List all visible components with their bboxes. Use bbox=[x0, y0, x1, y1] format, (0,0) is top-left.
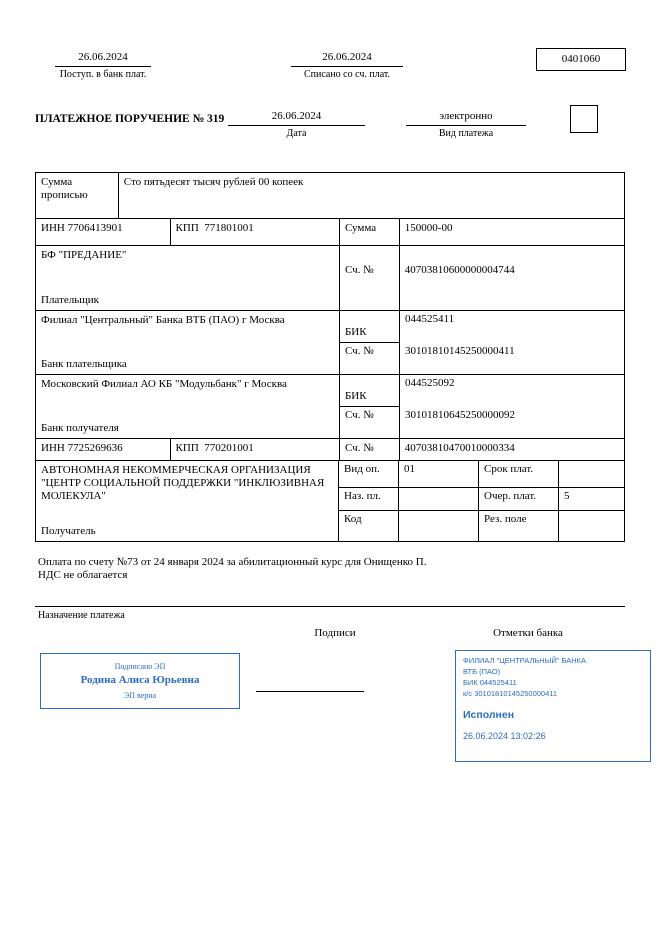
kod-value bbox=[399, 511, 479, 541]
amount-words-row bbox=[36, 173, 624, 219]
bank-stamp-line-1: ФИЛИАЛ "ЦЕНТРАЛЬНЫЙ" БАНКА bbox=[463, 656, 587, 665]
bank-stamp-line-2: ВТБ (ПАО) bbox=[463, 666, 501, 676]
naz-pl-value bbox=[399, 488, 479, 510]
ep-stamp-signer-name: Родина Алиса Юрьевна bbox=[80, 674, 200, 687]
received-date-value: 26.06.2024 bbox=[55, 51, 151, 67]
payment-kind-field bbox=[406, 110, 526, 140]
purpose-line-1: Оплата по счету №73 от 24 января 2024 за абилитационный курс для Онищенко П. bbox=[38, 556, 427, 568]
debited-date-label: Списано со сч. плат. bbox=[303, 69, 391, 81]
payer-cell bbox=[36, 246, 340, 310]
srok-plat-value bbox=[559, 461, 624, 487]
payer-status-box bbox=[570, 105, 598, 133]
payment-kind-value: электронно bbox=[406, 110, 526, 126]
payee-bank-cell bbox=[36, 375, 340, 438]
payee-bank-account: 30101810645250000092 bbox=[404, 408, 515, 421]
rez-pole-value bbox=[559, 511, 624, 541]
payer-bank-account-subrow bbox=[340, 343, 624, 375]
electronic-signature-stamp bbox=[40, 653, 240, 709]
bank-marks-label: Отметки банка bbox=[493, 627, 563, 639]
payee-bank-account-subrow bbox=[340, 407, 624, 439]
payer-inn: ИНН 7706413901 bbox=[36, 219, 171, 245]
payee-kpp: КПП 770201001 bbox=[171, 439, 340, 460]
payer-bank-codes bbox=[340, 311, 624, 374]
received-date-field bbox=[55, 51, 151, 81]
payee-row bbox=[36, 461, 624, 541]
vid-op-label: Вид оп. bbox=[339, 461, 399, 487]
payer-name: БФ "ПРЕДАНИЕ" bbox=[41, 249, 127, 261]
payee-bank-codes bbox=[340, 375, 624, 438]
payee-bank-bik: 044525092 bbox=[404, 377, 455, 389]
payer-bank-account: 30101810145250000411 bbox=[404, 344, 515, 357]
payee-bank-bik-label: БИК bbox=[340, 375, 400, 407]
ocher-plat-label: Очер. плат. bbox=[479, 488, 559, 510]
debited-date-value: 26.06.2024 bbox=[291, 51, 403, 67]
payer-bank-name: Филиал "Центральный" Банка ВТБ (ПАО) г Москва bbox=[41, 314, 285, 326]
purpose-underline bbox=[35, 606, 625, 607]
purpose-text bbox=[38, 556, 622, 582]
payer-bank-bik: 044525411 bbox=[404, 313, 455, 325]
ocher-plat-value: 5 bbox=[564, 490, 570, 502]
payee-name: АВТОНОМНАЯ НЕКОММЕРЧЕСКАЯ ОРГАНИЗАЦИЯ "ЦЕНТР СОЦИАЛЬНОЙ ПОДДЕРЖКИ "ИНКЛЮЗИВНАЯ МОЛЕКУЛА" bbox=[41, 464, 325, 503]
codes-subrow-2 bbox=[339, 488, 624, 511]
amount-words-value: Сто пятьдесят тысяч рублей 00 копеек bbox=[123, 176, 304, 188]
payer-account: 40703810600000004744 bbox=[404, 264, 515, 276]
ep-stamp-line-1: Подписано ЭП bbox=[114, 661, 166, 671]
bank-execution-stamp bbox=[455, 650, 651, 762]
payer-section-label: Плательщик bbox=[41, 293, 99, 306]
payee-inn-row bbox=[36, 439, 624, 461]
srok-plat-label: Срок плат. bbox=[479, 461, 559, 487]
payer-bank-cell bbox=[36, 311, 340, 374]
payee-account: 40703810470010000334 bbox=[404, 442, 515, 454]
payee-bank-account-label: Сч. № bbox=[340, 407, 400, 439]
payee-cell bbox=[36, 461, 339, 541]
signature-line bbox=[256, 691, 364, 692]
payer-bank-account-label: Сч. № bbox=[340, 343, 400, 375]
payment-kind-label: Вид платежа bbox=[438, 128, 494, 140]
debited-date-field bbox=[291, 51, 403, 81]
payee-account-label: Сч. № bbox=[340, 439, 400, 460]
rez-pole-label: Рез. поле bbox=[479, 511, 559, 541]
payee-bank-row bbox=[36, 375, 624, 439]
payee-inn: ИНН 7725269636 bbox=[36, 439, 171, 460]
payer-account-label: Сч. № bbox=[340, 246, 400, 310]
bank-stamp-status: Исполнен bbox=[463, 708, 515, 721]
payer-bank-row bbox=[36, 311, 624, 375]
document-date-value: 26.06.2024 bbox=[228, 110, 365, 126]
payer-bank-bik-subrow bbox=[340, 311, 624, 343]
ep-stamp-line-3: ЭП верна bbox=[123, 690, 157, 700]
amount-label: Сумма bbox=[340, 219, 400, 245]
bank-stamp-line-4: к/с 30101810145250000411 bbox=[463, 688, 558, 698]
kod-label: Код bbox=[339, 511, 399, 541]
payer-bank-bik-label: БИК bbox=[340, 311, 400, 343]
purpose-label: Назначение платежа bbox=[38, 610, 125, 621]
form-code-box: 0401060 bbox=[536, 48, 626, 71]
payer-row bbox=[36, 246, 624, 311]
purpose-line-2: НДС не облагается bbox=[38, 569, 128, 582]
codes-subrow-1 bbox=[339, 461, 624, 488]
payer-bank-section-label: Банк плательщика bbox=[41, 357, 127, 370]
naz-pl-label: Наз. пл. bbox=[339, 488, 399, 510]
payee-bank-section-label: Банк получателя bbox=[41, 421, 119, 434]
codes-subrow-3 bbox=[339, 511, 624, 541]
bank-stamp-datetime: 26.06.2024 13:02:26 bbox=[463, 730, 546, 741]
payee-section-label: Получатель bbox=[41, 524, 96, 537]
document-date-field bbox=[228, 110, 365, 140]
amount-words-label: Сумма прописью bbox=[36, 173, 119, 218]
signatures-label: Подписи bbox=[314, 627, 356, 639]
payer-inn-row bbox=[36, 219, 624, 246]
payer-kpp: КПП 771801001 bbox=[171, 219, 340, 245]
received-date-label: Поступ. в банк плат. bbox=[59, 69, 147, 81]
document-title: ПЛАТЕЖНОЕ ПОРУЧЕНИЕ № 319 bbox=[35, 113, 225, 125]
payee-bank-name: Московский Филиал АО КБ "Модульбанк" г Москва bbox=[41, 378, 287, 390]
vid-op-value: 01 bbox=[399, 461, 479, 487]
payee-bank-bik-subrow bbox=[340, 375, 624, 407]
payment-order-table bbox=[35, 172, 625, 542]
payment-codes-grid bbox=[339, 461, 624, 541]
amount-value: 150000-00 bbox=[404, 222, 453, 234]
document-date-label: Дата bbox=[286, 128, 307, 140]
bank-stamp-line-3: БИК 044525411 bbox=[463, 677, 517, 687]
